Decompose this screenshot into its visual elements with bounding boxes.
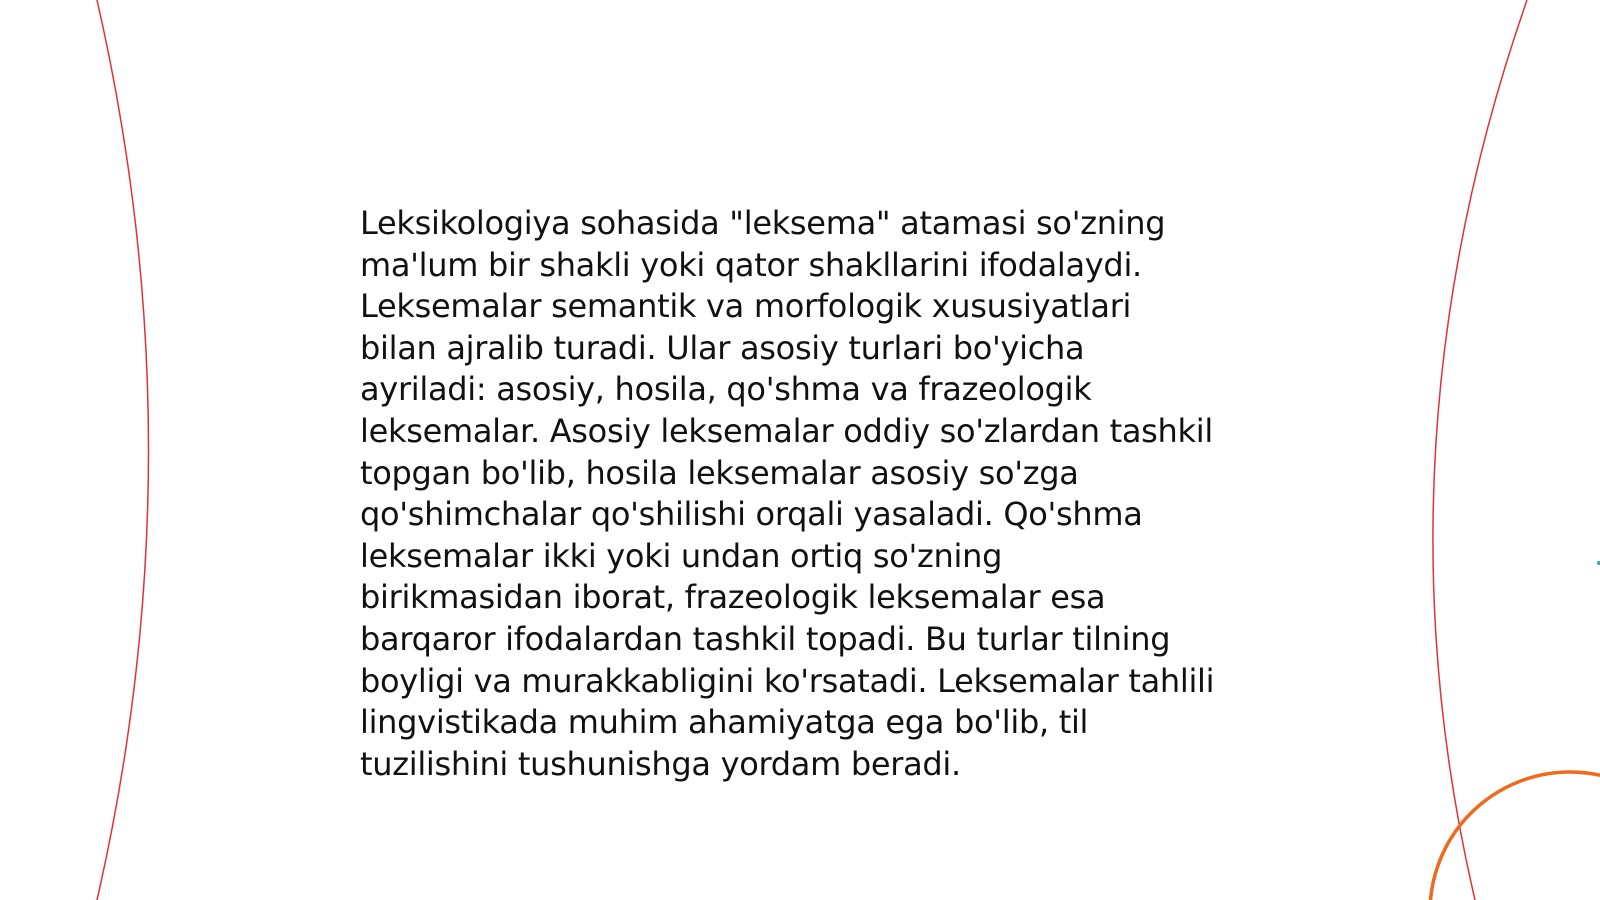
slide-body-text: Leksikologiya sohasida "leksema" atamasi so'zning ma'lum bir shakli yoki qator shakllarini ifodalaydi. Leksemalar semantik va morfologik xususiyatlari bilan ajralib turadi. Ular asosiy turlari bo'yicha ayriladi: asosiy, hosila, qo'shma va frazeologik leksemalar. Asosiy leksemalar oddiy so'zlardan tashkil topgan bo'lib, hosila leksemalar asosiy so'zga qo'shimchalar qo'shilishi orqali yasaladi. Qo'shma leksemalar ikki yoki undan ortiq so'zning birikmasidan iborat, frazeologik leksemalar esa barqaror ifodalardan tashkil topadi. Bu turlar tilning boyligi va murakkabligini ko'rsatadi. Leksemalar tahlili lingvistikada muhim ahamiyatga ega bo'lib, til tuzilishini tushunishga yordam beradi. — [360, 204, 1215, 783]
right-curve-line — [1433, 0, 1527, 900]
left-curve-line — [97, 0, 149, 900]
orange-circle-accent — [1430, 772, 1600, 900]
